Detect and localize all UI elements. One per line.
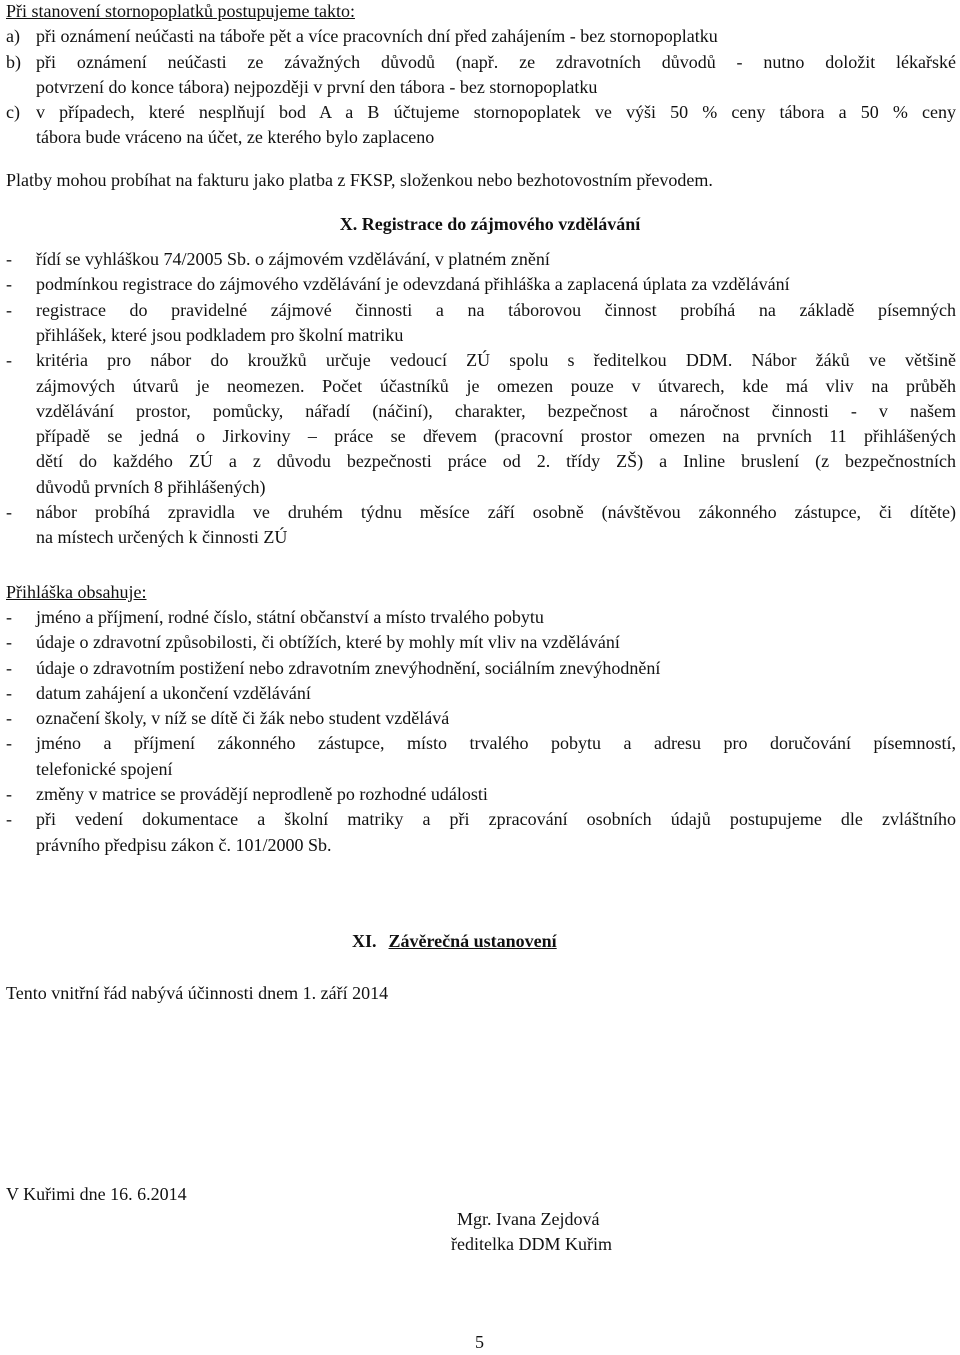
- list-item: [6, 782, 956, 807]
- list-item-marker: -: [6, 274, 12, 295]
- list-item: [6, 731, 956, 782]
- list-item-line: jméno a příjmení, rodné číslo, státní občanství a místo trvalého pobytu: [36, 606, 544, 627]
- list-item-line: v případech, které nesplňují bod A a B účtujeme stornopoplatek ve výši 50 % ceny tábora a 50 % ceny: [36, 102, 956, 123]
- list-item-marker: a): [6, 26, 20, 47]
- list-item-line: tábora bude vráceno na účet, ze kterého bylo zaplaceno: [36, 127, 435, 148]
- storno-list: [6, 24, 956, 150]
- list-item-text: [36, 500, 956, 551]
- list-item-line: dětí do každého ZÚ a z důvodu bezpečnosti práce od 2. třídy ZŠ) a Inline bruslení (z bezpečnostních: [36, 451, 956, 472]
- list-item: [6, 681, 956, 706]
- list-item-marker: -: [6, 708, 12, 729]
- list-item-text: [36, 630, 956, 655]
- list-item-line: právního předpisu zákon č. 101/2000 Sb.: [36, 834, 332, 855]
- list-item-line: při vedení dokumentace a školní matriky a při zpracování osobních údajů postupujeme dle zvláštního: [36, 809, 956, 830]
- list-item-line: při oznámení neúčasti na táboře pět a více pracovních dní před zahájením - bez stornopoplatku: [36, 26, 718, 47]
- list-item-line: datum zahájení a ukončení vzdělávání: [36, 682, 311, 703]
- list-item: [6, 348, 956, 500]
- list-item-line: důvodů prvních 8 přihlášených): [36, 476, 266, 497]
- section-x-heading: X. Registrace do zájmového vzdělávání: [339, 214, 641, 235]
- application-title: Přihláška obsahuje:: [6, 581, 147, 602]
- section-xi-title: Závěrečná ustanovení: [388, 931, 557, 951]
- list-item-text: [36, 605, 956, 630]
- list-item-line: registrace do pravidelné zájmové činnosti a na táborovou činnost probíhá na základě písemných: [36, 299, 956, 320]
- list-item: [6, 272, 956, 297]
- list-item-text: [36, 656, 956, 681]
- list-item-line: jméno a příjmení zákonného zástupce, místo trvalého pobytu a adresu pro doručování písemností,: [36, 733, 956, 754]
- list-item: [6, 656, 956, 681]
- list-item-text: [36, 272, 956, 297]
- list-item-text: [36, 706, 956, 731]
- list-item: [6, 605, 956, 630]
- list-item: [6, 247, 956, 272]
- list-item-text: [36, 782, 956, 807]
- list-item-line: podmínkou registrace do zájmového vzdělávání je odevzdaná přihláška a zaplacená úplata za vzdělávání: [36, 274, 790, 295]
- list-item: [6, 706, 956, 731]
- list-item-marker: -: [6, 350, 12, 371]
- list-item-text: [36, 247, 956, 272]
- list-item-text: [36, 681, 956, 706]
- section-x-list: [6, 247, 956, 551]
- list-item: [6, 630, 956, 655]
- signature-role: ředitelka DDM Kuřim: [451, 1234, 612, 1254]
- signature-name: Mgr. Ivana Zejdová: [457, 1209, 600, 1229]
- list-item-marker: -: [6, 657, 12, 678]
- page-number: 5: [475, 1332, 484, 1352]
- list-item-line: údaje o zdravotní způsobilosti, či obtížích, které by mohly mít vliv na vzdělávání: [36, 632, 620, 653]
- section-xi-number: XI.: [352, 931, 377, 951]
- list-item: [6, 50, 956, 101]
- list-item-marker: -: [6, 632, 12, 653]
- list-item-marker: -: [6, 733, 12, 754]
- section-xi-heading: [6, 929, 557, 954]
- list-item-marker: -: [6, 682, 12, 703]
- list-item-line: přihlášek, které jsou podkladem pro školní matriku: [36, 324, 404, 345]
- list-item: [6, 100, 956, 151]
- list-item-marker: -: [6, 249, 12, 270]
- list-item: [6, 807, 956, 858]
- list-item-line: kritéria pro nábor do kroužků určuje vedoucí ZÚ spolu s ředitelkou DDM. Nábor žáků ve většině: [36, 350, 956, 371]
- list-item-marker: -: [6, 502, 12, 523]
- list-item-line: nábor probíhá zpravidla ve druhém týdnu měsíce září osobně (návštěvou zákonného zástupce, či dítěte): [36, 502, 956, 523]
- document-page: [6, 0, 956, 858]
- list-item-line: údaje o zdravotním postižení nebo zdravotním znevýhodnění, sociálním znevýhodnění: [36, 657, 661, 678]
- list-item-line: potvrzení do konce tábora) nejpozději v první den tábora - bez stornopoplatku: [36, 76, 598, 97]
- list-item-marker: b): [6, 51, 21, 72]
- list-item: [6, 298, 956, 349]
- list-item-line: zájmových útvarů je neomezen. Počet účastníků je omezen pouze v útvarech, kde má vliv na průběh: [36, 375, 956, 396]
- list-item-text: [36, 348, 956, 500]
- list-item-line: vzdělávání prostor, pomůcky, nářadí (náčiní), charakter, bezpečnost a náročnost činnosti - v našem: [36, 400, 956, 421]
- list-item-marker: -: [6, 784, 12, 805]
- list-item-text: [36, 50, 956, 101]
- list-item-text: [36, 807, 956, 858]
- list-item-line: případě se jedná o Jirkoviny – práce se dřevem (pracovní prostor omezen na prvních 11 přihlášených: [36, 426, 956, 447]
- storno-title: Při stanovení stornopoplatků postupujeme takto:: [6, 1, 355, 21]
- effective-date-text: Tento vnitřní řád nabývá účinnosti dnem 1. září 2014: [6, 983, 389, 1003]
- list-item-line: při oznámení neúčasti ze závažných důvodů (např. ze zdravotních důvodů - nutno doložit lékařské: [36, 51, 956, 72]
- list-item-marker: c): [6, 102, 20, 123]
- list-item-text: [36, 24, 956, 49]
- list-item: [6, 500, 956, 551]
- list-item-marker: -: [6, 299, 12, 320]
- application-list: [6, 605, 956, 858]
- list-item-line: označení školy, v níž se dítě či žák nebo student vzdělává: [36, 708, 450, 729]
- list-item-line: na místech určených k činnosti ZÚ: [36, 527, 288, 548]
- list-item-marker: -: [6, 809, 12, 830]
- list-item-line: řídí se vyhláškou 74/2005 Sb. o zájmovém vzdělávání, v platném znění: [36, 249, 550, 270]
- list-item-line: změny v matrice se provádějí neprodleně po rozhodné události: [36, 784, 488, 805]
- list-item-line: telefonické spojení: [36, 758, 173, 779]
- payment-text: Platby mohou probíhat na fakturu jako platba z FKSP, složenkou nebo bezhotovostním převodem.: [6, 169, 713, 190]
- list-item-text: [36, 298, 956, 349]
- list-item-text: [36, 100, 956, 151]
- list-item-text: [36, 731, 956, 782]
- list-item-marker: -: [6, 606, 12, 627]
- signature-place-date: V Kuřimi dne 16. 6.2014: [6, 1184, 187, 1204]
- list-item: [6, 24, 956, 49]
